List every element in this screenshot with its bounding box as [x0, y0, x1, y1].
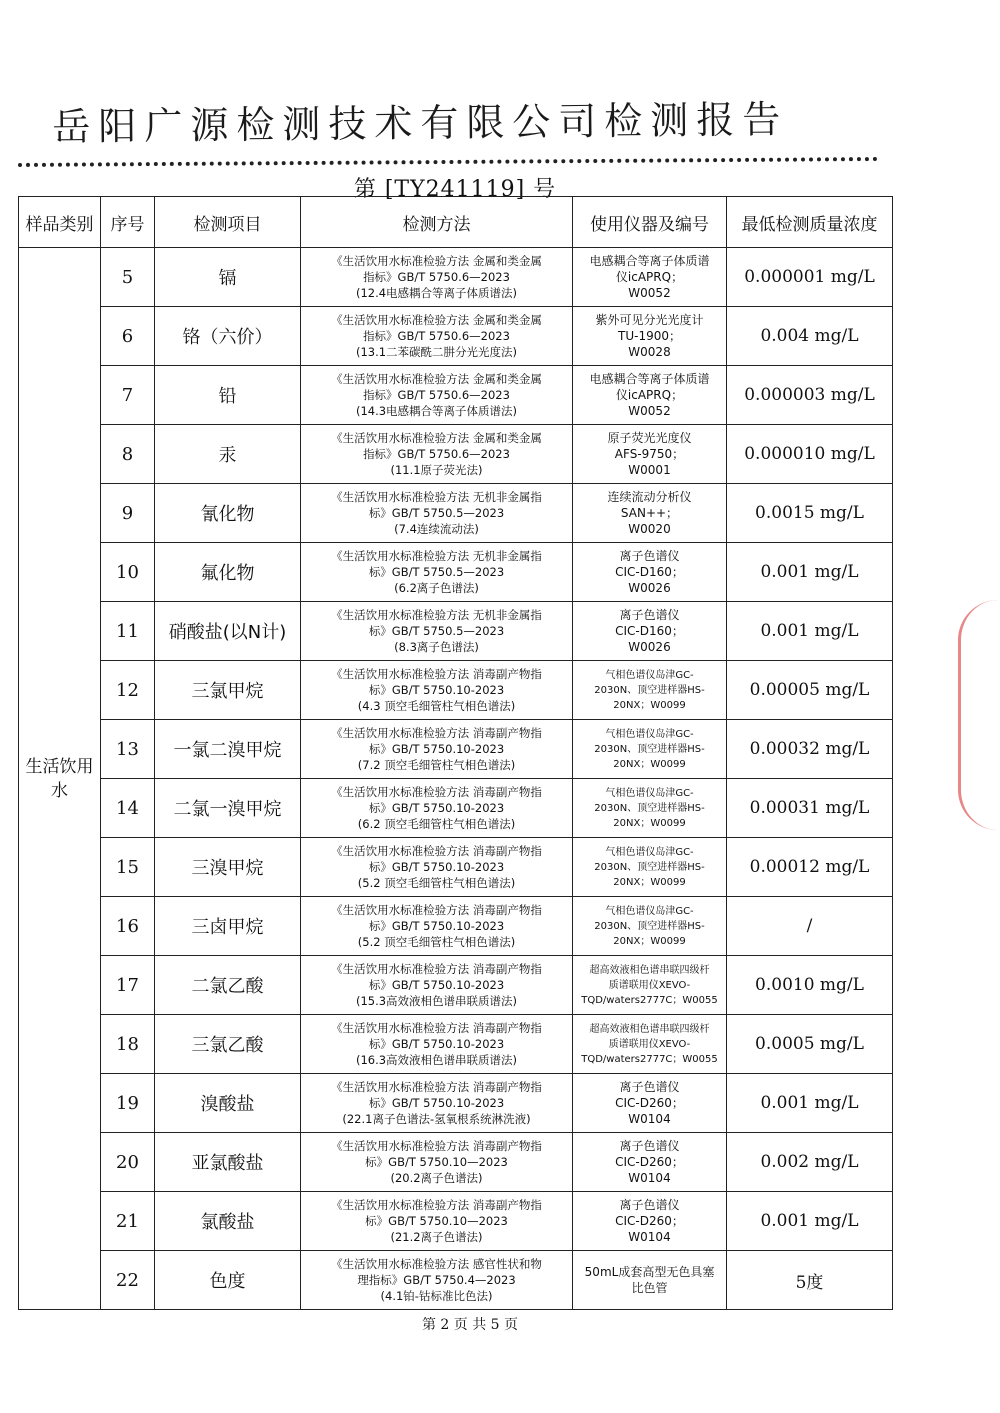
test-item-cell: 氰化物: [155, 484, 301, 543]
min-concentration-cell: 0.00031 mg/L: [727, 779, 893, 838]
table-row: [19, 307, 893, 366]
method-cell: [301, 1133, 573, 1192]
table-row: [19, 484, 893, 543]
seq-cell: 8: [101, 425, 155, 484]
min-concentration-cell: 0.002 mg/L: [727, 1133, 893, 1192]
method-line: (4.3 顶空毛细管柱气相色谱法): [357, 699, 516, 713]
seal-stamp-fragment: [958, 600, 1000, 830]
method-line: 理指标》GB/T 5750.4—2023: [357, 1273, 516, 1287]
instrument-line: 离子色谱仪: [619, 1198, 680, 1212]
seq-cell: 14: [101, 779, 155, 838]
instrument-cell: [573, 1074, 727, 1133]
instrument-cell: [573, 307, 727, 366]
method-line: (20.2离子色谱法): [390, 1171, 483, 1185]
min-concentration-cell: 0.0005 mg/L: [727, 1015, 893, 1074]
method-line: 《生活饮用水标准检验方法 消毒副产物指: [331, 1198, 542, 1212]
method-cell: [301, 720, 573, 779]
instrument-cell: [573, 602, 727, 661]
method-line: 《生活饮用水标准检验方法 消毒副产物指: [331, 667, 542, 681]
min-concentration-cell: 0.001 mg/L: [727, 1074, 893, 1133]
min-concentration-cell: 0.000010 mg/L: [727, 425, 893, 484]
test-item-cell: 氟化物: [155, 543, 301, 602]
table-row: [19, 248, 893, 307]
instrument-cell: [573, 366, 727, 425]
method-line: 标》GB/T 5750.10-2023: [368, 801, 505, 815]
instrument-cell: [573, 484, 727, 543]
table-row: [19, 720, 893, 779]
seq-cell: 18: [101, 1015, 155, 1074]
test-item-cell: 三氯甲烷: [155, 661, 301, 720]
table-row: [19, 366, 893, 425]
method-line: (5.2 顶空毛细管柱气相色谱法): [357, 876, 516, 890]
table-row: [19, 1074, 893, 1133]
instrument-cell: [573, 1192, 727, 1251]
instrument-line: 超高效液相色谱串联四级杆: [589, 964, 710, 976]
instrument-line: 20NX；W0099: [613, 699, 686, 711]
test-item-cell: 一氯二溴甲烷: [155, 720, 301, 779]
min-concentration-cell: 0.0015 mg/L: [727, 484, 893, 543]
instrument-cell: [573, 543, 727, 602]
method-line: 标》GB/T 5750.10-2023: [368, 1037, 505, 1051]
method-line: 《生活饮用水标准检验方法 无机非金属指: [331, 608, 542, 622]
instrument-line: 2030N、顶空进样器HS-: [594, 684, 705, 696]
seq-cell: 21: [101, 1192, 155, 1251]
instrument-line: 20NX；W0099: [613, 817, 686, 829]
instrument-line: SAN++；: [620, 506, 679, 520]
method-line: (5.2 顶空毛细管柱气相色谱法): [357, 935, 516, 949]
method-line: (8.3离子色谱法): [394, 640, 479, 654]
method-cell: [301, 484, 573, 543]
method-cell: [301, 248, 573, 307]
method-cell: [301, 1015, 573, 1074]
method-line: (16.3高效液相色谱串联质谱法): [355, 1053, 518, 1067]
instrument-line: W0026: [628, 640, 671, 654]
seq-cell: 13: [101, 720, 155, 779]
seq-cell: 16: [101, 897, 155, 956]
min-concentration-cell: 5度: [727, 1251, 893, 1310]
header-test-item: 检测项目: [155, 197, 301, 248]
instrument-line: TQD/waters2777C；W0055: [581, 994, 718, 1006]
method-line: (15.3高效液相色谱串联质谱法): [355, 994, 518, 1008]
table-row: [19, 779, 893, 838]
method-line: (11.1原子荧光法): [390, 463, 483, 477]
seq-cell: 20: [101, 1133, 155, 1192]
min-concentration-cell: 0.000001 mg/L: [727, 248, 893, 307]
seq-cell: 6: [101, 307, 155, 366]
method-cell: [301, 838, 573, 897]
method-line: (14.3电感耦合等离子体质谱法): [355, 404, 518, 418]
instrument-line: W0052: [628, 404, 671, 418]
header-seq: 序号: [101, 197, 155, 248]
instrument-line: 离子色谱仪: [619, 549, 680, 563]
instrument-line: 紫外可见分光光度计: [595, 313, 704, 327]
method-line: 指标》GB/T 5750.6—2023: [363, 388, 510, 402]
instrument-line: AFS-9750；: [614, 447, 685, 461]
method-line: (12.4电感耦合等离子体质谱法): [355, 286, 518, 300]
test-item-cell: 铬（六价）: [155, 307, 301, 366]
header-min-concentration: 最低检测质量浓度: [727, 197, 893, 248]
method-line: 标》GB/T 5750.5—2023: [368, 565, 505, 579]
instrument-line: W0020: [628, 522, 671, 536]
method-cell: [301, 956, 573, 1015]
method-cell: [301, 425, 573, 484]
instrument-line: 离子色谱仪: [619, 1080, 680, 1094]
table-row: [19, 838, 893, 897]
header-instrument: 使用仪器及编号: [573, 197, 727, 248]
method-line: 《生活饮用水标准检验方法 消毒副产物指: [331, 903, 542, 917]
method-line: (4.1铂-钴标准比色法): [380, 1289, 493, 1303]
test-item-cell: 镉: [155, 248, 301, 307]
method-cell: [301, 366, 573, 425]
method-cell: [301, 307, 573, 366]
method-cell: [301, 897, 573, 956]
method-line: 《生活饮用水标准检验方法 金属和类金属: [331, 431, 542, 445]
min-concentration-cell: 0.004 mg/L: [727, 307, 893, 366]
instrument-line: 气相色谱仪岛津GC-: [605, 787, 694, 799]
instrument-line: 20NX；W0099: [613, 876, 686, 888]
table-header-row: [19, 197, 893, 248]
instrument-line: 20NX；W0099: [613, 758, 686, 770]
method-line: 标》GB/T 5750.10-2023: [368, 742, 505, 756]
method-line: 《生活饮用水标准检验方法 消毒副产物指: [331, 726, 542, 740]
method-line: 《生活饮用水标准检验方法 金属和类金属: [331, 372, 542, 386]
instrument-line: W0001: [628, 463, 671, 477]
method-line: 标》GB/T 5750.10—2023: [365, 1214, 508, 1228]
min-concentration-cell: 0.001 mg/L: [727, 1192, 893, 1251]
test-item-cell: 三氯乙酸: [155, 1015, 301, 1074]
method-line: 标》GB/T 5750.10—2023: [365, 1155, 508, 1169]
sample-category-label: 生活饮用水: [25, 756, 94, 801]
instrument-line: CIC-D260；: [615, 1155, 684, 1169]
header-test-method: 检测方法: [301, 197, 573, 248]
seq-cell: 17: [101, 956, 155, 1015]
instrument-line: 连续流动分析仪: [607, 490, 692, 504]
min-concentration-cell: 0.001 mg/L: [727, 602, 893, 661]
seq-cell: 10: [101, 543, 155, 602]
method-line: 指标》GB/T 5750.6—2023: [363, 447, 510, 461]
method-line: 《生活饮用水标准检验方法 无机非金属指: [331, 549, 542, 563]
method-line: 《生活饮用水标准检验方法 消毒副产物指: [331, 785, 542, 799]
seq-cell: 15: [101, 838, 155, 897]
seq-cell: 11: [101, 602, 155, 661]
test-results-table: [18, 196, 893, 1310]
method-line: (22.1离子色谱法-氢氧根系统淋洗液): [342, 1112, 531, 1126]
test-item-cell: 亚氯酸盐: [155, 1133, 301, 1192]
seq-cell: 7: [101, 366, 155, 425]
method-line: 《生活饮用水标准检验方法 感官性状和物: [331, 1257, 542, 1271]
seq-cell: 5: [101, 248, 155, 307]
header-sample-category: 样品类别: [19, 197, 101, 248]
method-cell: [301, 602, 573, 661]
instrument-line: 原子荧光光度仪: [607, 431, 692, 445]
table-row: [19, 897, 893, 956]
test-item-cell: 色度: [155, 1251, 301, 1310]
method-line: 标》GB/T 5750.10-2023: [368, 860, 505, 874]
table-row: [19, 543, 893, 602]
min-concentration-cell: 0.0010 mg/L: [727, 956, 893, 1015]
instrument-line: 质谱联用仪XEVO-: [608, 1038, 691, 1050]
method-line: 指标》GB/T 5750.6—2023: [363, 329, 510, 343]
page-footer: 第 2 页 共 5 页: [421, 1317, 519, 1333]
table-body: [19, 248, 893, 1310]
instrument-line: TU-1900；: [618, 329, 681, 343]
min-concentration-cell: 0.00012 mg/L: [727, 838, 893, 897]
instrument-line: 质谱联用仪XEVO-: [608, 979, 691, 991]
company-report-title: 岳阳广源检测技术有限公司检测报告: [52, 97, 789, 149]
test-item-cell: 三卤甲烷: [155, 897, 301, 956]
method-line: 标》GB/T 5750.10-2023: [368, 683, 505, 697]
instrument-line: 气相色谱仪岛津GC-: [605, 846, 694, 858]
instrument-line: 电感耦合等离子体质谱: [589, 254, 710, 268]
instrument-line: 比色管: [631, 1281, 668, 1295]
method-line: 《生活饮用水标准检验方法 金属和类金属: [331, 254, 542, 268]
method-line: 标》GB/T 5750.5—2023: [368, 624, 505, 638]
instrument-line: 离子色谱仪: [619, 1139, 680, 1153]
instrument-cell: [573, 425, 727, 484]
method-line: 《生活饮用水标准检验方法 消毒副产物指: [331, 1021, 542, 1035]
instrument-cell: [573, 779, 727, 838]
instrument-cell: [573, 661, 727, 720]
instrument-line: CIC-D160；: [615, 624, 684, 638]
instrument-cell: [573, 1251, 727, 1310]
instrument-line: W0052: [628, 286, 671, 300]
method-line: (7.4连续流动法): [394, 522, 479, 536]
method-line: 指标》GB/T 5750.6—2023: [363, 270, 510, 284]
method-cell: [301, 1192, 573, 1251]
method-line: (6.2离子色谱法): [394, 581, 479, 595]
test-item-cell: 三溴甲烷: [155, 838, 301, 897]
instrument-line: 2030N、顶空进样器HS-: [594, 920, 705, 932]
instrument-line: 电感耦合等离子体质谱: [589, 372, 710, 386]
method-line: 《生活饮用水标准检验方法 消毒副产物指: [331, 962, 542, 976]
instrument-line: CIC-D260；: [615, 1096, 684, 1110]
instrument-line: 2030N、顶空进样器HS-: [594, 743, 705, 755]
instrument-cell: [573, 720, 727, 779]
instrument-cell: [573, 248, 727, 307]
instrument-cell: [573, 897, 727, 956]
instrument-cell: [573, 1015, 727, 1074]
test-item-cell: 汞: [155, 425, 301, 484]
min-concentration-cell: 0.00032 mg/L: [727, 720, 893, 779]
instrument-line: W0104: [628, 1171, 671, 1185]
table-row: [19, 956, 893, 1015]
method-line: 标》GB/T 5750.10-2023: [368, 919, 505, 933]
instrument-line: 气相色谱仪岛津GC-: [605, 728, 694, 740]
table-row: [19, 1015, 893, 1074]
test-item-cell: 溴酸盐: [155, 1074, 301, 1133]
method-cell: [301, 779, 573, 838]
instrument-line: 超高效液相色谱串联四级杆: [589, 1023, 710, 1035]
instrument-line: 仪icAPRQ；: [615, 388, 684, 402]
seq-cell: 12: [101, 661, 155, 720]
test-item-cell: 铅: [155, 366, 301, 425]
instrument-line: 仪icAPRQ；: [615, 270, 684, 284]
min-concentration-cell: 0.00005 mg/L: [727, 661, 893, 720]
method-line: 标》GB/T 5750.10-2023: [368, 1096, 505, 1110]
method-cell: [301, 1251, 573, 1310]
instrument-cell: [573, 956, 727, 1015]
method-line: 《生活饮用水标准检验方法 无机非金属指: [331, 490, 542, 504]
test-item-cell: 氯酸盐: [155, 1192, 301, 1251]
instrument-line: W0026: [628, 581, 671, 595]
instrument-cell: [573, 838, 727, 897]
method-line: (21.2离子色谱法): [390, 1230, 483, 1244]
instrument-line: CIC-D260；: [615, 1214, 684, 1228]
method-cell: [301, 1074, 573, 1133]
instrument-line: CIC-D160；: [615, 565, 684, 579]
method-line: (6.2 顶空毛细管柱气相色谱法): [357, 817, 516, 831]
table-row: [19, 1192, 893, 1251]
min-concentration-cell: 0.000003 mg/L: [727, 366, 893, 425]
seq-cell: 9: [101, 484, 155, 543]
min-concentration-cell: 0.001 mg/L: [727, 543, 893, 602]
instrument-line: 离子色谱仪: [619, 608, 680, 622]
instrument-line: 2030N、顶空进样器HS-: [594, 802, 705, 814]
test-item-cell: 二氯乙酸: [155, 956, 301, 1015]
method-line: 标》GB/T 5750.10-2023: [368, 978, 505, 992]
method-cell: [301, 661, 573, 720]
table-row: [19, 602, 893, 661]
instrument-line: 20NX；W0099: [613, 935, 686, 947]
method-line: 标》GB/T 5750.5—2023: [368, 506, 505, 520]
method-cell: [301, 543, 573, 602]
table-row: [19, 425, 893, 484]
method-line: 《生活饮用水标准检验方法 消毒副产物指: [331, 1139, 542, 1153]
seq-cell: 22: [101, 1251, 155, 1310]
instrument-line: 气相色谱仪岛津GC-: [605, 669, 694, 681]
method-line: 《生活饮用水标准检验方法 消毒副产物指: [331, 844, 542, 858]
dotted-divider: [18, 157, 878, 167]
instrument-line: 50mL成套高型无色具塞: [584, 1265, 715, 1279]
method-line: (7.2 顶空毛细管柱气相色谱法): [357, 758, 516, 772]
instrument-cell: [573, 1133, 727, 1192]
table-row: [19, 1251, 893, 1310]
instrument-line: 2030N、顶空进样器HS-: [594, 861, 705, 873]
instrument-line: W0028: [628, 345, 671, 359]
instrument-line: W0104: [628, 1112, 671, 1126]
method-line: (13.1二苯碳酰二肼分光光度法): [355, 345, 518, 359]
table-row: [19, 1133, 893, 1192]
instrument-line: 气相色谱仪岛津GC-: [605, 905, 694, 917]
report-number: 第 [TY241119] 号: [353, 177, 557, 202]
table-row: [19, 661, 893, 720]
seq-cell: 19: [101, 1074, 155, 1133]
min-concentration-cell: /: [727, 897, 893, 956]
sample-category-cell: [19, 248, 101, 1310]
instrument-line: TQD/waters2777C；W0055: [581, 1053, 718, 1065]
instrument-line: W0104: [628, 1230, 671, 1244]
method-line: 《生活饮用水标准检验方法 金属和类金属: [331, 313, 542, 327]
test-item-cell: 硝酸盐(以N计): [155, 602, 301, 661]
method-line: 《生活饮用水标准检验方法 消毒副产物指: [331, 1080, 542, 1094]
test-item-cell: 二氯一溴甲烷: [155, 779, 301, 838]
